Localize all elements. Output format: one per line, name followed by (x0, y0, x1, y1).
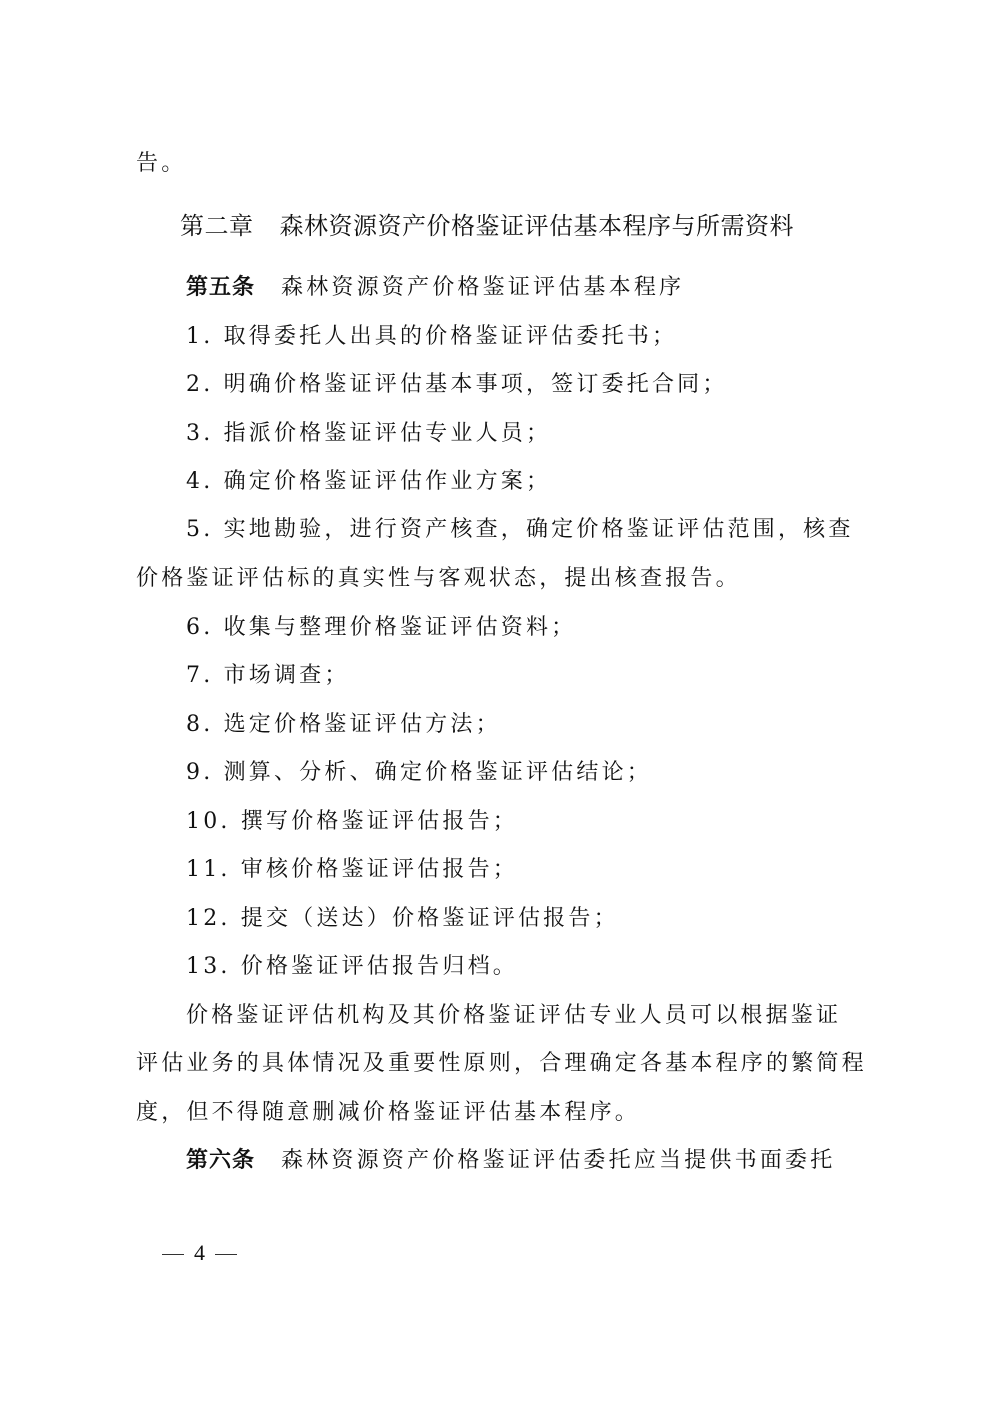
step-item: 13. 价格鉴证评估报告归档。 (186, 954, 518, 979)
step-item: 10. 撰写价格鉴证评估报告； (186, 809, 518, 834)
step-item: 9. 测算、分析、确定价格鉴证评估结论； (186, 760, 652, 785)
paragraph-line: 度，但不得随意删减价格鉴证评估基本程序。 (136, 1100, 641, 1125)
page-footer (152, 1240, 247, 1266)
chapter-heading (180, 211, 794, 241)
chapter-title: 森林资源资产价格鉴证评估基本程序与所需资料 (279, 212, 794, 240)
article-6-text: 森林资源资产价格鉴证评估委托应当提供书面委托 (281, 1148, 836, 1173)
paragraph-line: 价格鉴证评估机构及其价格鉴证评估专业人员可以根据鉴证 (186, 1003, 842, 1028)
article-5-title: 森林资源资产价格鉴证评估基本程序 (281, 275, 685, 300)
article-5-label: 第五条 (186, 275, 256, 300)
step-item: 6. 收集与整理价格鉴证评估资料； (186, 615, 577, 640)
dash-left (162, 1254, 184, 1255)
article-6-label: 第六条 (186, 1148, 256, 1173)
step-item: 1. 取得委托人出具的价格鉴证评估委托书； (186, 324, 678, 349)
article-6-heading (186, 1147, 835, 1175)
step-item: 11. 审核价格鉴证评估报告； (186, 857, 518, 882)
step-item: 5. 实地勘验，进行资产核查，确定价格鉴证评估范围，核查 (186, 517, 854, 542)
step-item: 12. 提交（送达）价格鉴证评估报告； (186, 906, 619, 931)
paragraph-line: 评估业务的具体情况及重要性原则，合理确定各基本程序的繁简程 (136, 1051, 867, 1076)
continuation-text: 告。 (136, 151, 187, 176)
article-5-heading (186, 274, 684, 302)
step-item: 3. 指派价格鉴证评估专业人员； (186, 421, 552, 446)
step-item: 2. 明确价格鉴证评估基本事项，签订委托合同； (186, 372, 728, 397)
page-number: 4 (194, 1240, 205, 1265)
step-item: 7. 市场调查； (186, 663, 350, 688)
chapter-label: 第二章 (180, 212, 254, 240)
step-item: 4. 确定价格鉴证评估作业方案； (186, 469, 552, 494)
dash-right (215, 1254, 237, 1255)
step-item: 8. 选定价格鉴证评估方法； (186, 712, 501, 737)
step-item-continuation: 价格鉴证评估标的真实性与客观状态，提出核查报告。 (136, 566, 741, 591)
